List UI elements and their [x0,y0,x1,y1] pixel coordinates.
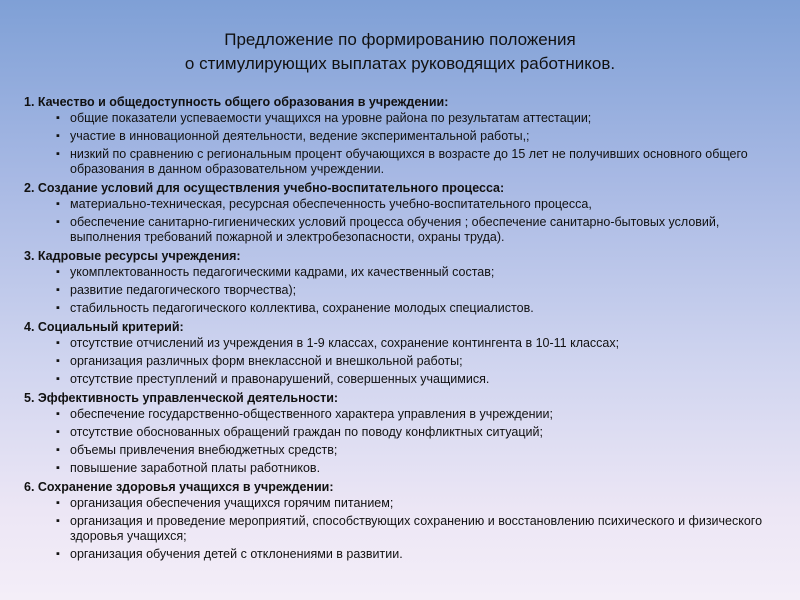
section-heading: 6. Сохранение здоровья учащихся в учреждении: [24,480,334,494]
list-item-text: организация различных форм внеклассной и внешкольной работы; [70,354,463,368]
list-item [56,215,784,245]
list-item-text: организация и проведение мероприятий, способствующих сохранению и восстановлению психического и физического здоровья учащихся; [70,514,763,543]
list-item-text: отсутствие обоснованных обращений граждан по поводу конфликтных ситуаций; [70,425,543,439]
section-heading: 4. Социальный критерий: [24,320,184,334]
list-item [56,514,784,544]
list-item [56,265,784,280]
square-bullet-icon: ▪ [56,426,60,438]
square-bullet-icon: ▪ [56,284,60,296]
criteria-section [24,94,784,177]
criteria-section [24,479,784,562]
list-item-text: отсутствие отчислений из учреждения в 1-9 классах, сохранение контингента в 10-11 классах; [70,336,620,350]
section-heading: 1. Качество и общедоступность общего образования в учреждении: [24,95,449,109]
list-item-text: стабильность педагогического коллектива, сохранение молодых специалистов. [70,301,534,315]
section-item-list [24,197,784,245]
list-item [56,336,784,351]
square-bullet-icon: ▪ [56,373,60,385]
square-bullet-icon: ▪ [56,408,60,420]
square-bullet-icon: ▪ [56,462,60,474]
list-item [56,111,784,126]
list-item [56,301,784,316]
slide-title [0,28,800,76]
list-item [56,283,784,298]
list-item-text: организация обеспечения учащихся горячим питанием; [70,496,394,510]
list-item-text: укомплектованность педагогическими кадрами, их качественный состав; [70,265,495,279]
criteria-section [24,248,784,316]
list-item-text: участие в инновационной деятельности, ведение экспериментальной работы,; [70,129,530,143]
list-item-text: повышение заработной платы работников. [70,461,321,475]
section-heading: 5. Эффективность управленческой деятельности: [24,391,339,405]
list-item [56,461,784,476]
list-item-text: организация обучения детей с отклонениями в развитии. [70,547,403,561]
list-item [56,197,784,212]
square-bullet-icon: ▪ [56,548,60,560]
list-item-text: общие показатели успеваемости учащихся на уровне района по результатам аттестации; [70,111,592,125]
section-heading: 3. Кадровые ресурсы учреждения: [24,249,241,263]
square-bullet-icon: ▪ [56,497,60,509]
square-bullet-icon: ▪ [56,266,60,278]
list-item [56,407,784,422]
section-item-list [24,265,784,316]
list-item-text: низкий по сравнению с региональным процент обучающихся в возрасте до 15 лет не получивших основного общего образования в данном образовательном учреждении. [70,147,748,176]
section-item-list [24,111,784,177]
criteria-section [24,319,784,387]
list-item-text: обеспечение государственно-общественного характера управления в учреждении; [70,407,553,421]
list-item [56,496,784,511]
list-item-text: отсутствие преступлений и правонарушений, совершенных учащимися. [70,372,490,386]
square-bullet-icon: ▪ [56,198,60,210]
list-item [56,425,784,440]
square-bullet-icon: ▪ [56,302,60,314]
criteria-list [24,94,784,565]
list-item-text: материально-техническая, ресурсная обеспеченность учебно-воспитательного процесса, [70,197,592,211]
section-heading: 2. Создание условий для осуществления учебно-воспитательного процесса: [24,181,505,195]
square-bullet-icon: ▪ [56,148,60,160]
square-bullet-icon: ▪ [56,130,60,142]
slide-title-line-1: Предложение по формированию положения [224,30,576,49]
criteria-section [24,390,784,476]
square-bullet-icon: ▪ [56,337,60,349]
list-item-text: развитие педагогического творчества); [70,283,297,297]
slide-title-line-2: о стимулирующих выплатах руководящих работников. [184,54,616,73]
square-bullet-icon: ▪ [56,216,60,228]
list-item [56,372,784,387]
list-item [56,129,784,144]
section-item-list [24,496,784,562]
list-item [56,547,784,562]
square-bullet-icon: ▪ [56,444,60,456]
list-item [56,354,784,369]
list-item-text: обеспечение санитарно-гигиенических условий процесса обучения ; обеспечение санитарно-бытовых условий, выполнения требований пожарной и электробезопасности, охраны труда). [70,215,720,244]
list-item-text: объемы привлечения внебюджетных средств; [70,443,338,457]
square-bullet-icon: ▪ [56,515,60,527]
section-item-list [24,336,784,387]
list-item [56,147,784,177]
list-item [56,443,784,458]
criteria-section [24,180,784,245]
square-bullet-icon: ▪ [56,112,60,124]
square-bullet-icon: ▪ [56,355,60,367]
section-item-list [24,407,784,476]
